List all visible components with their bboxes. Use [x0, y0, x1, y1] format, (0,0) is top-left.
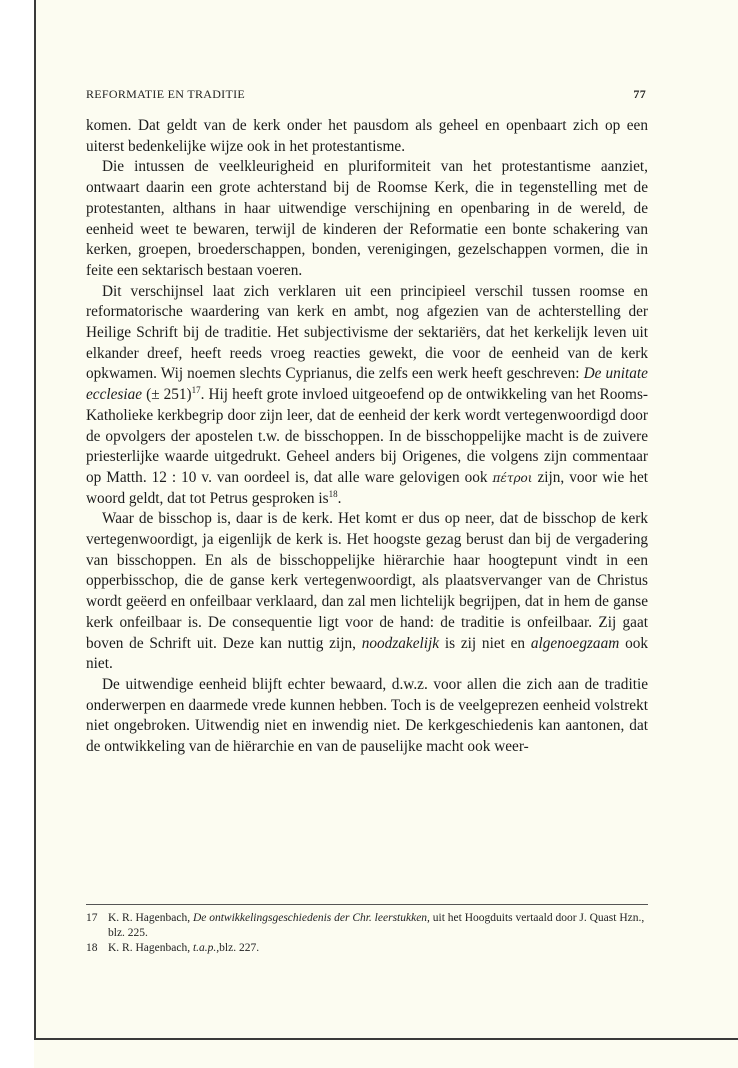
- running-title: REFORMATIE EN TRADITIE: [86, 87, 246, 101]
- footnote-18: [86, 941, 648, 956]
- footnote-number: 18: [86, 941, 98, 954]
- footnote-author: K. R. Hagenbach,: [108, 941, 191, 954]
- page-bottom-border: [34, 1038, 738, 1040]
- footnote-ref-18: 18: [328, 488, 338, 499]
- footnote-17: [86, 911, 648, 941]
- page-left-border: [34, 0, 36, 1040]
- page-number: 77: [633, 87, 646, 101]
- paragraph-5-text: De uitwendige eenheid blijft echter bewaard, d.w.z. voor allen die zich aan de traditie onderwerpen en daarmede vrede kunnen hebben. Toch is de veelgeprezen eenheid volstrekt niet ongebroken. Uitwendig niet en inwendig niet. De kerkgeschiedenis kan aantonen, dat de ontwikkeling van de hiërarchie en van de pauselijke macht ook weer-: [86, 675, 648, 756]
- footnote-rule: [86, 904, 648, 905]
- paragraph-5: [86, 675, 648, 758]
- work-date: (± 251): [146, 386, 192, 404]
- footnote-title: De ontwikkelingsgeschiedenis der Chr. leerstukken,: [192, 912, 430, 924]
- paragraph-4-text-a: Waar de bisschop is, daar is de kerk. Het komt er dus op neer, dat de bisschop de kerk vertegenwoordigt, ja eigenlijk de kerk is. Het hoogste gezag berust dan bij de vergadering van bisschoppen. En als de bisschoppelijke hiërarchie haar hoogtepunt vindt in een opperbisschop, die de ganse kerk vertegenwoordigt, als plaatsvervanger van de Christus wordt geëerd en onfeilbaar verklaard, dan zal men lichtelijk begrijpen, dat in hem de ganse kerk onfeilbaar is. De consequentie ligt voor de hand: de traditie is onfeilbaar. Zij gaat boven de Schrift uit. Deze kan nuttig zijn,: [86, 510, 648, 652]
- emphasis-algenoegzaam: algenoegzaam: [530, 634, 620, 652]
- paragraph-3-text-a: Dit verschijnsel laat zich verklaren uit een principieel verschil tussen roomse en reformatorische waardering van kerk en ambt, nog afgezien van de achterstelling der Heilige Schrift bij de traditie. Het subjectivisme der sektariërs, dat het kerkelijk leven uit elkander dreef, heeft reeds vroeg reacties gewekt, die voor de eenheid van de kerk opkwamen. Wij noemen slechts Cyprianus, die zelfs een werk heeft geschreven:: [86, 282, 648, 383]
- footnote-author: K. R. Hagenbach,: [108, 912, 191, 924]
- paragraph-3-text-b: . Hij heeft grote invloed uitgeoefend op de ontwikkeling van het Rooms-Katholieke kerkbegrip door zijn leer, dat de eenheid der kerk wordt vertegenwoordigd door de opvolgers der apostelen t.w. de bisschoppen. In de bisschoppelijke macht is de zuivere priesterlijke waarde uitgedrukt. Geheel anders bij Origenes, die volgens zijn commentaar op Matth. 12 : 10 v. van oordeel is, dat alle ware gelovigen ook: [86, 386, 649, 486]
- paragraph-4: [86, 509, 648, 675]
- paragraph-4-text-b: is zij niet en: [444, 634, 526, 652]
- greek-word: πέτροι: [492, 470, 533, 485]
- work-title: De unitate ecclesiae: [86, 365, 648, 404]
- emphasis-noodzakelijk: noodzakelijk: [361, 634, 440, 652]
- paragraph-3-text-c: zijn, voor wie het woord geldt, dat tot Petrus gesproken is: [86, 468, 649, 507]
- paragraph-2: [86, 157, 648, 281]
- paragraph-3: [86, 282, 648, 510]
- paragraph-4-text-c: ook niet.: [86, 634, 649, 673]
- paragraph-2-text: Die intussen de veelkleurigheid en pluriformiteit van het protestantisme aanziet, ontwaart daarin een grote achterstand bij de Roomse Kerk, die in tegenstelling met de protestanten, althans in haar uitwendige verschijning en openbaring in de wereld, de eenheid weet te bewaren, terwijl de kinderen der Reformatie een bonte schakering van kerken, groepen, broederschappen, bonden, verenigingen, gezelschappen vormen, die in feite een sektarisch bestaan voeren.: [86, 158, 648, 279]
- footnote-title: t.a.p.,: [192, 941, 220, 954]
- paragraph-1-text: komen. Dat geldt van de kerk onder het pausdom als geheel en openbaart zich op een uiterst bedenkelijke wijze ook in het protestantisme.: [86, 117, 648, 155]
- footnote-details: blz. 227.: [219, 941, 260, 954]
- footnote-details: uit het Hoogduits vertaald door J. Quast Hzn., blz. 225.: [108, 912, 645, 939]
- footnote-number: 17: [86, 912, 98, 924]
- paragraph-1: [86, 116, 648, 157]
- footnote-ref-17: 17: [191, 385, 201, 396]
- footnotes: [86, 911, 648, 955]
- body-text: [86, 116, 648, 758]
- paragraph-3-end: .: [337, 489, 342, 507]
